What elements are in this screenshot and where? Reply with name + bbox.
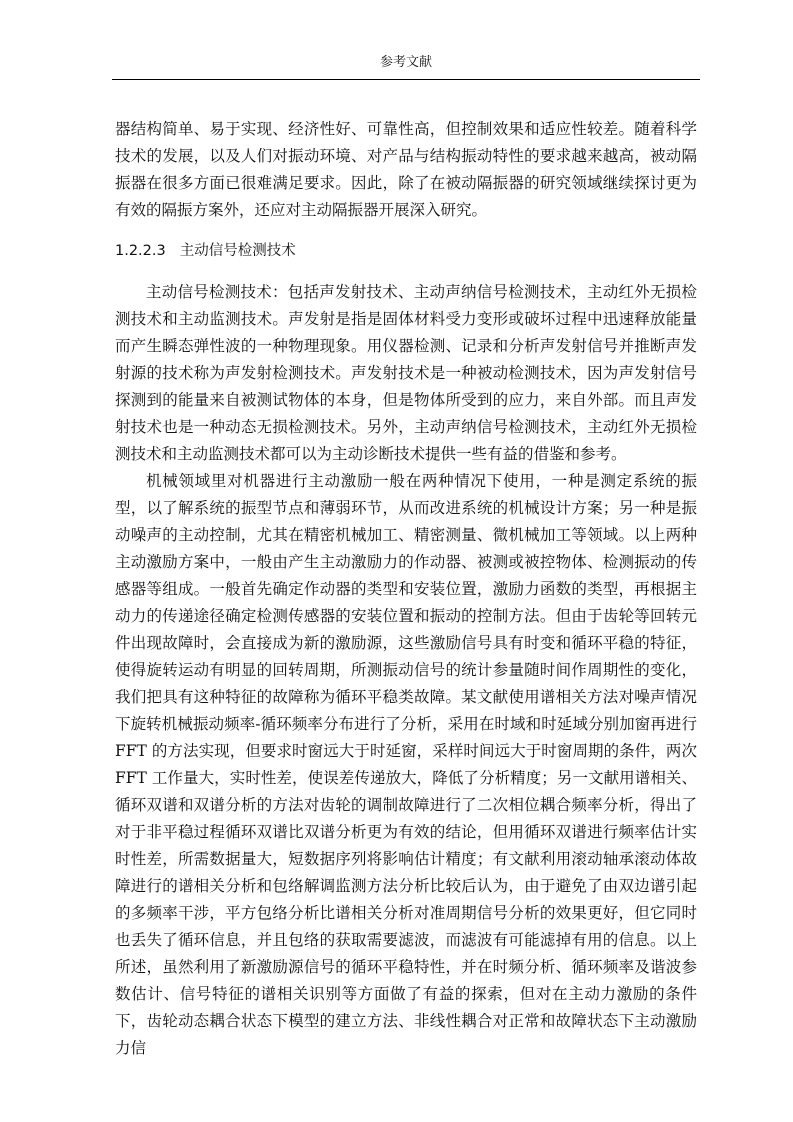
section-title: 主动信号检测技术 xyxy=(179,243,296,259)
body-paragraph-2: 主动信号检测技术：包括声发射技术、主动声纳信号检测技术，主动红外无损检测技术和主动监测技术。声发射是指是固体材料受力变形或破坏过程中迅速释放能量而产生瞬态弹性波的一种物理现象。用仪器检测、记录和分析声发射信号并推断声发射源的技术称为声发射检测技术。声发射技术是一种被动检测技术，因为声发射信号探测到的能量来自被测试物体的本身，但是物体所受到的应力，来自外部。而且声发射技术也是一种动态无损检测技术。另外，主动声纳信号检测技术，主动红外无损检测技术和主动监测技术都可以为主动诊断技术提供一些有益的借鉴和参考。 xyxy=(115,283,697,463)
section-number: 1.2.2.3 xyxy=(115,243,166,259)
body-paragraph-3: 机械领域里对机器进行主动激励一般在两种情况下使用，一种是测定系统的振型，以了解系统的振型节点和薄弱环节，从而改进系统的机械设计方案；另一种是振动噪声的主动控制，尤其在精密机械加工、精密测量、微机械加工等领域。以上两种主动激励方案中，一般由产生主动激励力的作动器、被测或被控物体、检测振动的传感器等组成。一般首先确定作动器的类型和安装位置，激励力函数的类型，再根据主动力的传递途径确定检测传感器的安装位置和振动的控制方法。但由于齿轮等回转元件出现故障时，会直接成为新的激励源，这些激励信号具有时变和循环平稳的特征，使得旋转运动有明显的回转周期，所测振动信号的统计参量随时间作周期性的变化，我们把具有这种特征的故障称为循环平稳类故障。某文献使用谱相关方法对噪声情况下旋转机械振动频率-循环频率分布进行了分析，采用在时域和时延域分别加窗再进行 FFT 的方法实现，但要求时窗远大于时延窗，采样时间远大于时窗周期的条件，两次 FFT 工作量大，实时性差，使误差传递放大，降低了分析精度；另一文献用谱相关、循环双谱和双谱分析的方法对齿轮的调制故障进行了二次相位耦合频率分析，得出了对于非平稳过程循环双谱比双谱分析更为有效的结论，但用循环双谱进行频率估计实时性差，所需数据量大，短数据序列将影响估计精度；有文献利用滚动轴承滚动体故障进行的谱相关分析和包络解调监测方法分析比较后认为，由于避免了由双边谱引起的多频率干涉，平方包络分析比谱相关分析对准周期信号分析的效果更好，但它同时也丢失了循环信息，并且包络的获取需要滤波，而滤波有可能滤掉有用的信息。以上所述，虽然利用了新激励源信号的循环平稳特性，并在时频分析、循环频率及谐波参数估计、信号特征的谱相关识别等方面做了有益的探索，但对在主动力激励的条件下，齿轮动态耦合状态下模型的建立方法、非线性耦合对正常和故障状态下主动激励力信 xyxy=(115,472,697,1057)
section-heading xyxy=(115,239,697,263)
body-paragraph-1: 器结构简单、易于实现、经济性好、可靠性高，但控制效果和适应性较差。随着科学技术的发展，以及人们对振动环境、对产品与结构振动特性的要求越来越高，被动隔振器在很多方面已很难满足要求。因此，除了在被动隔振器的研究领域继续探讨更为有效的隔振方案外，还应对主动隔振器开展深入研究。 xyxy=(115,120,697,219)
page-header-title: 参考文献 xyxy=(379,55,432,70)
page-body xyxy=(115,116,697,1062)
page-header xyxy=(112,55,700,80)
